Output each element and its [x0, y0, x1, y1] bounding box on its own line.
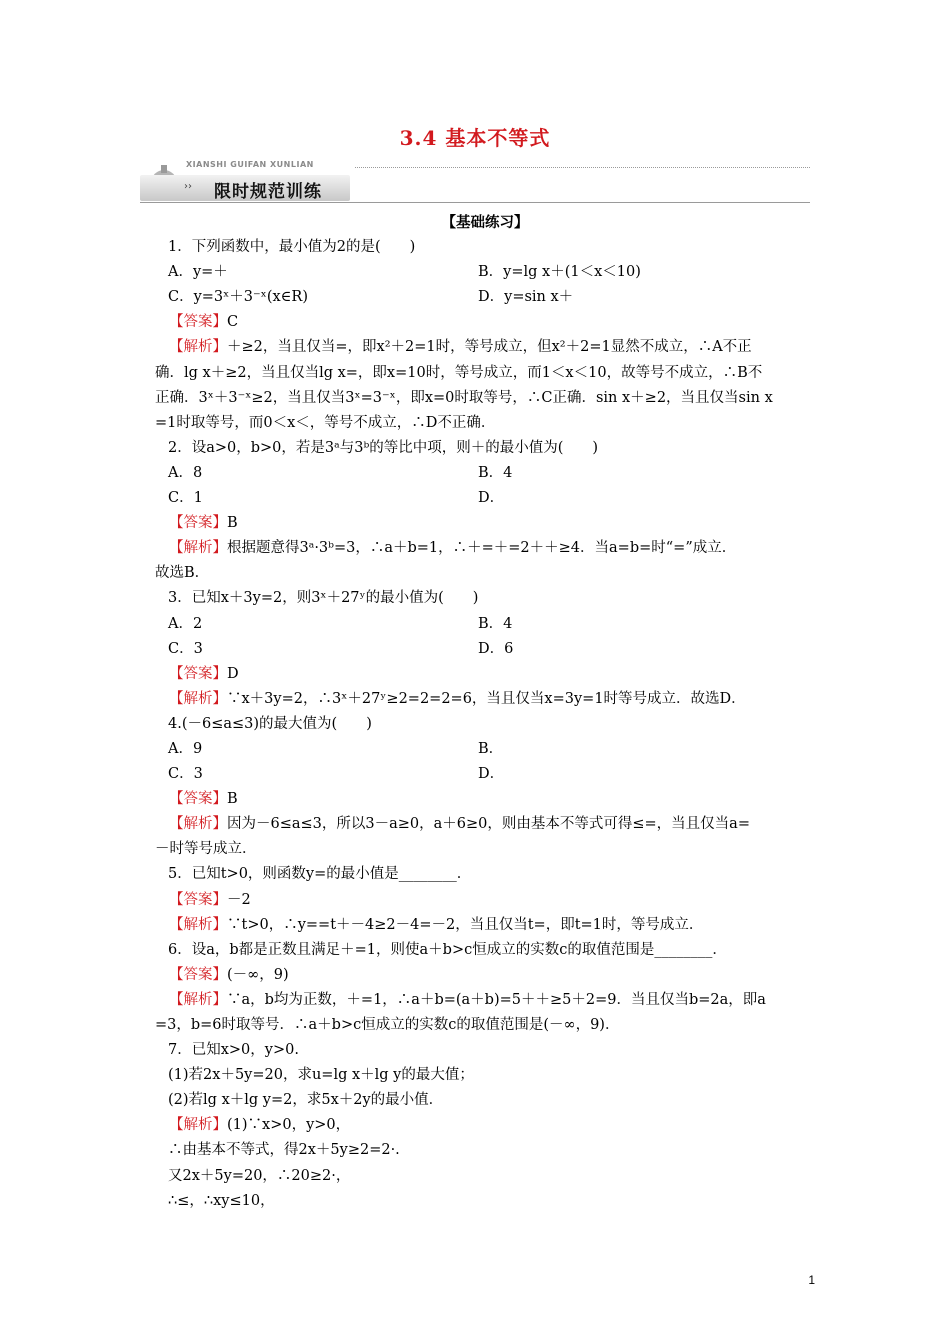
option-right: D．: [478, 766, 505, 783]
line-text: 根据题意得3ᵃ·3ᵇ=3，∴a＋b=1，∴＋=＋=2＋＋≥4．当a=b=时“=”成立．: [227, 540, 737, 557]
line-text: 因为－6≤a≤3，所以3－a≥0，a＋6≥0，则由基本不等式可得≤=，当且仅当a=: [227, 816, 750, 833]
option-left: C．y=3ˣ＋3⁻ˣ(x∈R): [168, 289, 308, 306]
question-line: ∴由基本不等式，得2x＋5y≥2=2·.: [168, 1142, 400, 1159]
explanation-tag: 【解析】: [169, 991, 227, 1008]
option-right: B．: [478, 740, 504, 757]
line-text: C: [227, 314, 239, 331]
option-left: A．2: [168, 615, 203, 632]
option-row: [155, 260, 815, 285]
answer-tag: 【答案】: [169, 515, 227, 532]
banner-rule: [140, 202, 810, 203]
explanation-tag: 【解析】: [169, 339, 227, 356]
answer-line: [155, 963, 815, 988]
question-line: 3．已知x＋3y=2，则3ˣ＋27ʸ的最小值为( ): [168, 590, 479, 607]
question-line: 6．设a，b都是正数且满足＋=1，则使a＋b>c恒成立的实数c的取值范围是________．: [168, 941, 727, 958]
explanation-tag: 【解析】: [169, 916, 227, 933]
explanation-tag: 【解析】: [169, 816, 227, 833]
option-left: C．3: [168, 766, 203, 783]
explanation-line: [155, 913, 815, 938]
continuation-line: 确．lg x＋≥2，当且仅当lg x=，即x=10时，等号成立，而1＜x＜10，故等号不成立，∴B不: [155, 364, 763, 381]
line-text: ∵a，b均为正数，＋=1，∴a＋b=(a＋b)=5＋＋≥5＋2=9．当且仅当b=2a，即a: [227, 991, 766, 1008]
answer-line: [155, 662, 815, 687]
answer-tag: 【答案】: [169, 314, 227, 331]
question-line: 7．已知x>0，y>0.: [168, 1042, 299, 1059]
explanation-line: [155, 687, 815, 712]
answer-tag: 【答案】: [169, 665, 227, 682]
page-number: 1: [808, 1273, 815, 1287]
explanation-line: [155, 536, 815, 561]
banner-dotted-line: [355, 167, 810, 168]
line-text: B: [227, 515, 238, 532]
exercise-content: [155, 210, 815, 1214]
section-title: 【基础练习】: [441, 214, 529, 231]
question-line: (2)若lg x＋lg y=2，求5x＋2y的最小值．: [168, 1092, 444, 1109]
explanation-tag: 【解析】: [169, 690, 227, 707]
answer-tag: 【答案】: [169, 966, 227, 983]
answer-tag: 【答案】: [169, 891, 227, 908]
option-left: C．1: [168, 490, 203, 507]
line-text: ＋≥2，当且仅当=，即x²＋2=1时，等号成立，但x²＋2=1显然不成立，∴A不正: [227, 339, 752, 356]
continuation-line: =1时取等号，而0＜x＜，等号不成立，∴D不正确．: [155, 414, 496, 431]
continuation-line: 故选B．: [155, 565, 210, 582]
exercise-lines: [155, 235, 815, 1214]
answer-line: [155, 888, 815, 913]
question-line: ∴≤，∴xy≤10，: [168, 1192, 275, 1209]
line-text: －2: [227, 891, 251, 908]
option-left: A．9: [168, 740, 203, 757]
option-row: [155, 486, 815, 511]
question-line: 2．设a>0，b>0，若是3ᵃ与3ᵇ的等比中项，则＋的最小值为( ): [168, 439, 599, 456]
option-row: [155, 612, 815, 637]
question-line: 1．下列函数中，最小值为2的是( ): [168, 239, 416, 256]
option-left: A．8: [168, 464, 203, 481]
option-row: [155, 737, 815, 762]
option-left: C．3: [168, 640, 203, 657]
question-line: 5．已知t>0，则函数y=的最小值是________．: [168, 866, 472, 883]
line-text: D: [227, 665, 239, 682]
option-right: D．y=sin x＋: [478, 289, 574, 306]
explanation-tag: 【解析】: [169, 1117, 227, 1134]
line-text: ∵t>0，∴y==t＋－4≥2－4=－2，当且仅当t=，即t=1时，等号成立．: [227, 916, 704, 933]
question-line: (1)若2x＋5y=20，求u=lg x＋lg y的最大值；: [168, 1067, 474, 1084]
answer-line: [155, 310, 815, 335]
option-right: D．6: [478, 640, 514, 657]
continuation-line: －时等号成立．: [155, 841, 257, 858]
section-banner: [140, 157, 810, 205]
line-text: (－∞，9): [227, 966, 289, 983]
explanation-line: [155, 335, 815, 360]
option-row: [155, 637, 815, 662]
option-right: D．: [478, 490, 505, 507]
line-text: ∵x＋3y=2，∴3ˣ＋27ʸ≥2=2=2=6，当且仅当x=3y=1时等号成立．故选D．: [227, 690, 746, 707]
explanation-line: [155, 1113, 815, 1138]
option-left: A．y=＋: [168, 264, 228, 281]
banner-title: 限时规范训练: [214, 182, 322, 202]
option-row: [155, 461, 815, 486]
banner-pinyin: XIANSHI GUIFAN XUNLIAN: [186, 160, 314, 169]
option-right: B．y=lg x＋(1＜x＜10): [478, 264, 641, 281]
question-line: 4.(－6≤a≤3)的最大值为( ): [168, 715, 372, 732]
line-text: B: [227, 791, 238, 808]
answer-tag: 【答案】: [169, 791, 227, 808]
answer-line: [155, 511, 815, 536]
explanation-line: [155, 988, 815, 1013]
answer-line: [155, 787, 815, 812]
line-text: (1)∵x>0，y>0，: [227, 1117, 351, 1134]
option-right: B．4: [478, 615, 513, 632]
option-right: B．4: [478, 464, 513, 481]
question-line: 又2x＋5y=20，∴20≥2·，: [168, 1167, 351, 1184]
option-row: [155, 285, 815, 310]
page-title: 3.4 基本不等式: [399, 126, 551, 150]
explanation-line: [155, 812, 815, 837]
continuation-line: =3，b=6时取等号．∴a＋b>c恒成立的实数c的取值范围是(－∞，9)．: [155, 1017, 620, 1033]
option-row: [155, 762, 815, 787]
explanation-tag: 【解析】: [169, 540, 227, 557]
double-arrow-icon: ››: [184, 181, 192, 192]
continuation-line: 正确．3ˣ＋3⁻ˣ≥2，当且仅当3ˣ=3⁻ˣ，即x=0时取等号，∴C正确．sin x＋≥2，当且仅当sin x: [155, 389, 773, 406]
